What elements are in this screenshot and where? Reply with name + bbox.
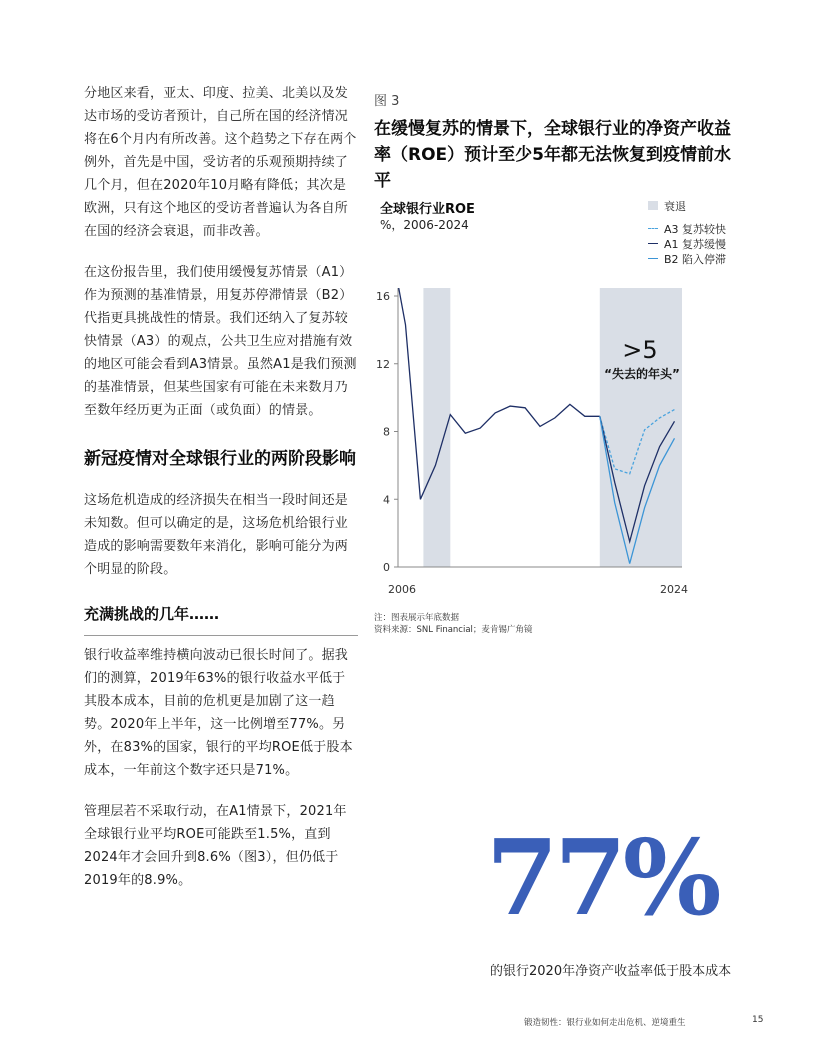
annotation-label: “失去的年头”: [604, 367, 680, 381]
recession-swatch: [648, 201, 658, 210]
page-number: 15: [752, 1015, 764, 1025]
paragraph-bank-returns: 银行收益率维持横向波动已很长时间了。据我们的测算，2019年63%的银行收益水平低于其股本成本，目前的危机更是加剧了这一趋势。2020年上半年，这一比例增至77%。另外，在83%的国家，银行的平均ROE低于股本成本，一年前这个数字还只是71%。: [84, 648, 353, 778]
figure-title: 在缓慢复苏的情景下，全球银行业的净资产收益率（ROE）预计至少5年都无法恢复到疫情前水平: [374, 119, 731, 191]
recession-band: [600, 288, 682, 567]
legend-a3: A3 复苏较快: [648, 221, 726, 236]
chart-subtitle: %，2006-2024: [380, 218, 469, 232]
legend-recession: 衰退: [648, 198, 726, 213]
y-tick-label: 12: [376, 357, 390, 371]
paragraph-roe-forecast: 管理层若不采取行动，在A1情景下，2021年全球银行业平均ROE可能跌至1.5%，直到2024年才会回升到8.6%（图3），但仍低于2019年的8.9%。: [84, 804, 347, 888]
figure-notes: [374, 612, 532, 636]
y-tick-label: 16: [376, 290, 390, 303]
footer-title: 锻造韧性：银行业如何走出危机、逆境重生: [524, 1018, 686, 1028]
y-tick-label: 4: [383, 493, 390, 507]
paragraph-two-phases: 这场危机造成的经济损失在相当一段时间还是未知数。但可以确定的是，这场危机给银行业造成的影响需要数年来消化，影响可能分为两个明显的阶段。: [84, 493, 349, 577]
divider: [84, 635, 358, 636]
y-tick-label: 8: [383, 425, 390, 439]
a3-swatch: [648, 228, 658, 229]
annotation-value: >5: [622, 336, 658, 364]
x-tick-label: 2006: [388, 583, 416, 596]
y-tick-label: 0: [383, 561, 390, 574]
roe-line-chart: [372, 288, 712, 606]
legend-a1: A1 复苏缓慢: [648, 236, 726, 251]
subsection-heading: 充满挑战的几年……: [84, 605, 220, 623]
figure-label: 图 3: [374, 94, 400, 109]
a1-swatch: [648, 243, 658, 244]
paragraph-scenarios: 在这份报告里，我们使用缓慢复苏情景（A1）作为预测的基准情景，用复苏停滞情景（B2）代指更具挑战性的情景。我们还纳入了复苏较快情景（A3）的观点，公共卫生应对措施有效的地区可能会看到A3情景。虽然A1是我们预测的基准情景，但某些国家有可能在未来数月乃至数年经历更为正面（或负面）的情景。: [84, 265, 357, 418]
stat-value: 77%: [486, 816, 718, 939]
x-tick-label: 2024: [660, 583, 688, 596]
left-column: [84, 82, 358, 910]
stat-caption: 的银行2020年净资产收益率低于股本成本: [490, 964, 732, 979]
figure-note: 注：图表展示年底数据: [374, 613, 460, 623]
chart-legend: [648, 198, 726, 266]
section-heading: 新冠疫情对全球银行业的两阶段影响: [84, 449, 356, 469]
paragraph-regions: 分地区来看，亚太、印度、拉美、北美以及发达市场的受访者预计，自己所在国的经济情况将在6个月内有所改善。这个趋势之下存在两个例外，首先是中国，受访者的乐观预期持续了几个月，但在2020年10月略有降低；其次是欧洲，只有这个地区的受访者普遍认为各自所在国的经济会衰退，而非改善。: [84, 86, 357, 239]
legend-b2: B2 陷入停滞: [648, 251, 726, 266]
figure-source: 资料来源：SNL Financial；麦肯锡广角镜: [374, 625, 533, 635]
chart-title: 全球银行业ROE: [380, 202, 475, 217]
b2-swatch: [648, 258, 658, 259]
